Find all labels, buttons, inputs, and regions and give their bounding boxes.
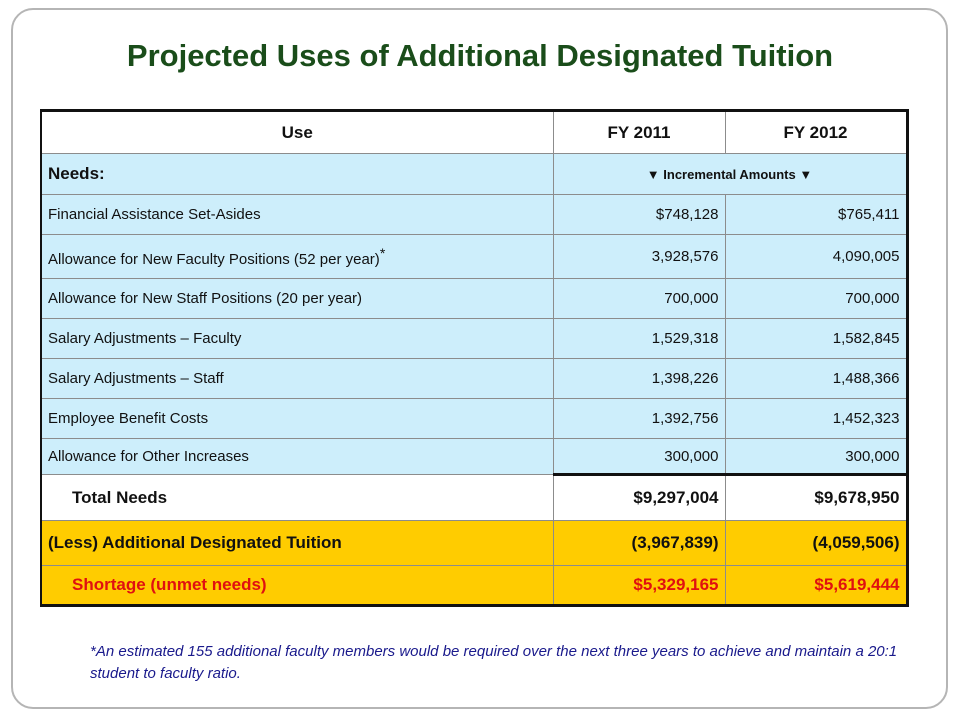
- column-header-fy2012: FY 2012: [725, 111, 907, 154]
- shortage-fy2012: $5,619,444: [725, 566, 907, 606]
- table-row: [41, 235, 907, 279]
- total-needs-fy2011: $9,297,004: [553, 475, 725, 521]
- footnote: *An estimated 155 additional faculty members would be required over the next three years to achieve and maintain a 20:1 student to faculty ratio.: [90, 643, 898, 682]
- row-fy2011: 1,398,226: [553, 359, 725, 399]
- table-row: [41, 319, 907, 359]
- needs-label: Needs:: [41, 154, 553, 195]
- column-header-fy2011: FY 2011: [553, 111, 725, 154]
- row-fy2011: 700,000: [553, 279, 725, 319]
- row-fy2011: 1,529,318: [553, 319, 725, 359]
- table-row: [41, 279, 907, 319]
- less-tuition-label: (Less) Additional Designated Tuition: [41, 521, 553, 566]
- page-title: Projected Uses of Additional Designated Tuition: [126, 38, 834, 73]
- row-fy2011: 300,000: [553, 439, 725, 475]
- needs-row: [41, 154, 907, 195]
- table-row: [41, 195, 907, 235]
- shortage-fy2011: $5,329,165: [553, 566, 725, 606]
- footnote-marker: *: [379, 245, 386, 261]
- tuition-uses-table: [40, 109, 909, 607]
- row-label: Salary Adjustments – Faculty: [41, 319, 553, 359]
- row-fy2012: 1,582,845: [725, 319, 907, 359]
- table-row: [41, 439, 907, 475]
- row-label: Allowance for New Faculty Positions (52 per year): [48, 251, 380, 268]
- row-label: Allowance for New Staff Positions (20 per year): [41, 279, 553, 319]
- row-label: Financial Assistance Set-Asides: [41, 195, 553, 235]
- row-label-cell: [41, 235, 553, 279]
- row-fy2011: $748,128: [553, 195, 725, 235]
- table-header-row: [41, 111, 907, 154]
- table-row: [41, 399, 907, 439]
- row-fy2012: 300,000: [725, 439, 907, 475]
- total-needs-fy2012: $9,678,950: [725, 475, 907, 521]
- row-label: Allowance for Other Increases: [41, 439, 553, 475]
- shortage-label: Shortage (unmet needs): [41, 566, 553, 606]
- row-fy2012: 1,488,366: [725, 359, 907, 399]
- row-fy2012: 700,000: [725, 279, 907, 319]
- total-needs-row: [41, 475, 907, 521]
- total-needs-label: Total Needs: [41, 475, 553, 521]
- shortage-row: [41, 566, 907, 606]
- table-row: [41, 359, 907, 399]
- row-fy2012: $765,411: [725, 195, 907, 235]
- row-fy2012: 4,090,005: [725, 235, 907, 279]
- less-tuition-fy2012: (4,059,506): [725, 521, 907, 566]
- incremental-amounts-label: ▼ Incremental Amounts ▼: [553, 154, 907, 195]
- row-fy2011: 1,392,756: [553, 399, 725, 439]
- row-label: Salary Adjustments – Staff: [41, 359, 553, 399]
- row-fy2011: 3,928,576: [553, 235, 725, 279]
- less-tuition-fy2011: (3,967,839): [553, 521, 725, 566]
- column-header-use: Use: [41, 111, 553, 154]
- row-label: Employee Benefit Costs: [41, 399, 553, 439]
- less-tuition-row: [41, 521, 907, 566]
- row-fy2012: 1,452,323: [725, 399, 907, 439]
